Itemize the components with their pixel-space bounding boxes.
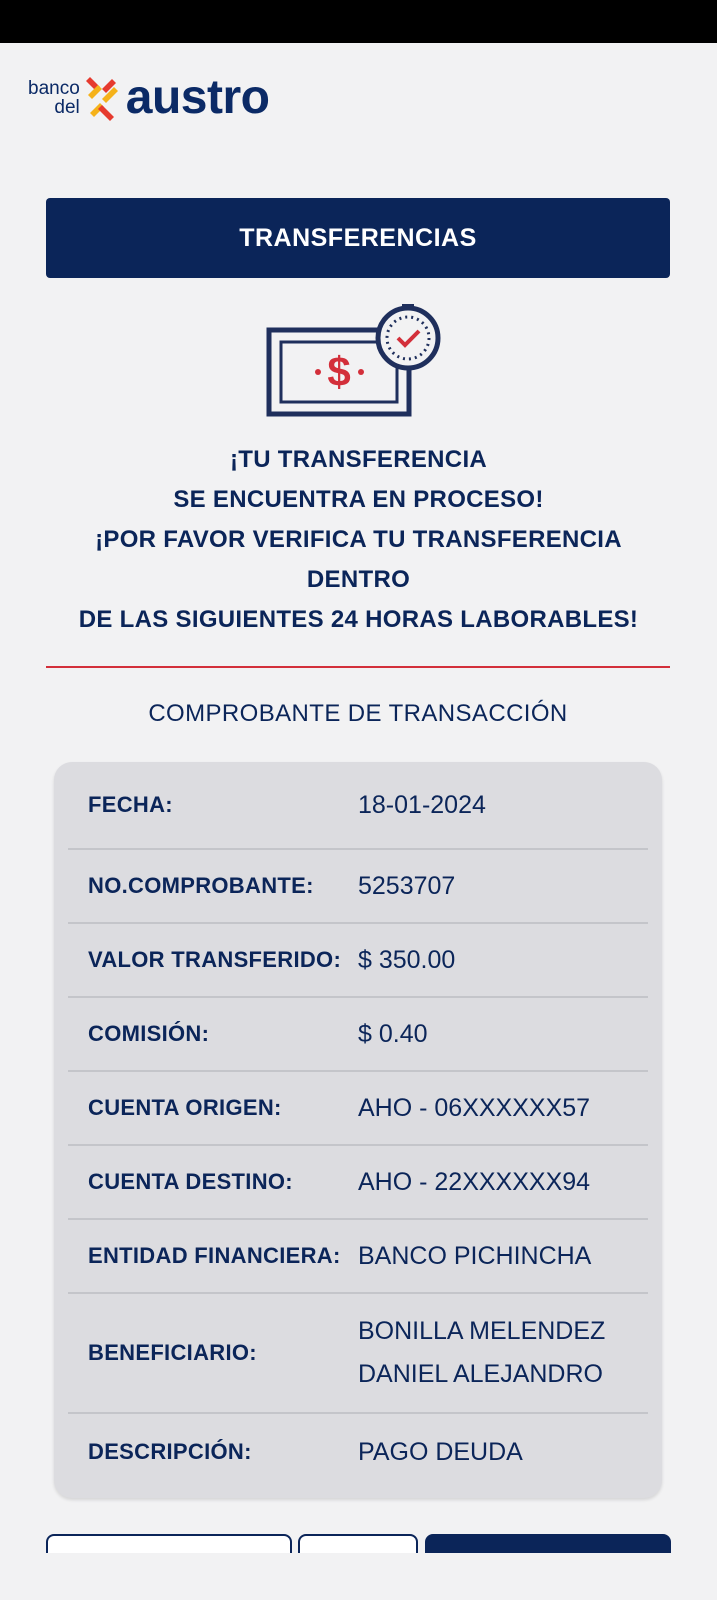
receipt-row-cuenta-origen: CUENTA ORIGEN: AHO - 06XXXXXX57	[68, 1072, 648, 1146]
receipt-row-beneficiario: BENEFICIARIO: BONILLA MELENDEZ DANIEL ALEJANDRO	[68, 1294, 648, 1414]
receipt-title: COMPROBANTE DE TRANSACCIÓN	[148, 700, 568, 727]
action-buttons	[0, 1534, 717, 1554]
page-title-bar	[46, 198, 670, 278]
receipt-row-cuenta-destino: CUENTA DESTINO: AHO - 22XXXXXX94	[68, 1146, 648, 1220]
status-bar	[0, 0, 717, 43]
logo-name: austro	[125, 71, 270, 124]
money-timer-icon	[266, 304, 456, 424]
receipt-card	[54, 762, 662, 1498]
receipt-row-comision: COMISIÓN: $ 0.40	[68, 998, 648, 1072]
divider	[46, 666, 670, 668]
page-title: TRANSFERENCIAS	[239, 223, 477, 252]
receipt-row-comprobante: NO.COMPROBANTE: 5253707	[68, 850, 648, 924]
receipt-row-fecha: FECHA: 18-01-2024	[68, 762, 648, 850]
receipt-row-valor: VALOR TRANSFERIDO: $ 350.00	[68, 924, 648, 998]
receipt-row-descripcion: DESCRIPCIÓN: PAGO DEUDA	[88, 1437, 523, 1466]
bank-logo	[28, 70, 269, 126]
status-message: ¡TU TRANSFERENCIA SE ENCUENTRA EN PROCESO! ¡POR FAVOR VERIFICA TU TRANSFERENCIA DENTRO DE LAS SIGUIENTES 24 HORAS LABORABLES!	[78, 446, 639, 633]
logo-mark-icon	[84, 73, 120, 123]
logo-prefix: banco del	[28, 78, 80, 118]
svg-text:$: $	[327, 348, 351, 395]
receipt-row-entidad: ENTIDAD FINANCIERA: BANCO PICHINCHA	[68, 1220, 648, 1294]
